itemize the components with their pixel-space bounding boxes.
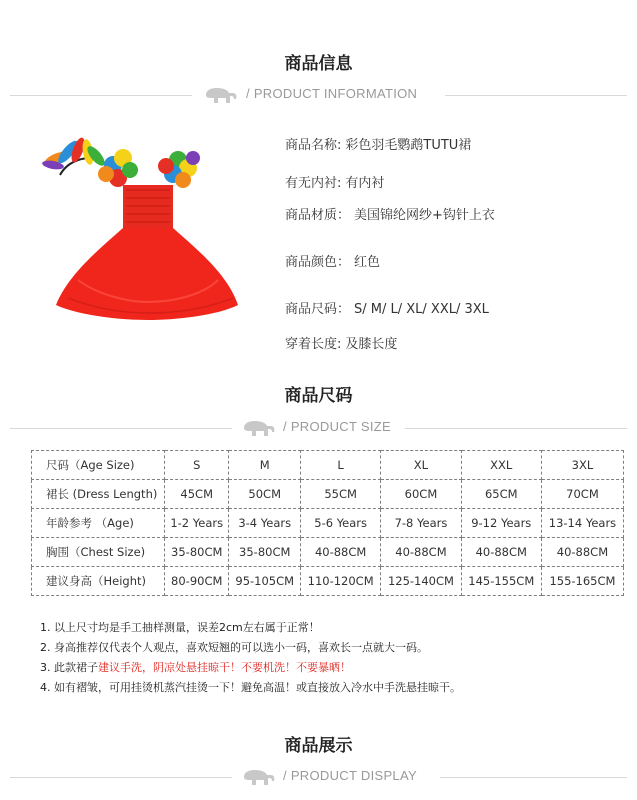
info-row-length (285, 333, 397, 352)
table-cell: 45CM (165, 480, 229, 509)
section-subtitle-size: / PRODUCT SIZE (283, 419, 391, 434)
section-subtitle-display: / PRODUCT DISPLAY (283, 768, 417, 783)
table-cell: XXL (461, 451, 541, 480)
care-notes (40, 618, 461, 698)
table-cell: 95-105CM (229, 567, 301, 596)
elephant-logo-icon (202, 86, 240, 104)
table-cell: 5-6 Years (300, 509, 380, 538)
section-title-display: 商品展示 (284, 736, 353, 756)
table-cell: 70CM (541, 480, 623, 509)
table-cell: L (300, 451, 380, 480)
info-value: S/ M/ L/ XL/ XXL/ 3XL (354, 302, 489, 317)
table-cell: 9-12 Years (461, 509, 541, 538)
table-cell: 80-90CM (165, 567, 229, 596)
divider-line-right (405, 428, 627, 429)
table-cell: 60CM (381, 480, 461, 509)
table-row-header: 年龄参考 （Age) (32, 509, 165, 538)
info-label: 商品材质： (285, 208, 351, 223)
table-cell: 40-88CM (381, 538, 461, 567)
table-cell: 35-80CM (165, 538, 229, 567)
table-row-header: 建议身高（Height) (32, 567, 165, 596)
table-cell: 3-4 Years (229, 509, 301, 538)
table-row (32, 451, 624, 480)
table-cell: 145-155CM (461, 567, 541, 596)
note-3-prefix: 3. 此款裙子 (40, 661, 98, 674)
table-cell: 40-88CM (541, 538, 623, 567)
info-row-lining (285, 172, 384, 191)
table-row (32, 509, 624, 538)
info-value: 美国锦纶网纱+钩针上衣 (354, 208, 495, 223)
info-label: 商品尺码： (285, 302, 351, 317)
info-label: 商品名称: (285, 138, 342, 153)
section-title-info: 商品信息 (284, 54, 353, 74)
table-cell: 40-88CM (461, 538, 541, 567)
headband-feathers (41, 136, 107, 171)
info-label: 有无内衬: (285, 176, 342, 191)
info-label: 穿着长度: (285, 337, 342, 352)
info-row-color (285, 251, 380, 270)
section-subtitle-info: / PRODUCT INFORMATION (246, 86, 418, 101)
table-cell: 1-2 Years (165, 509, 229, 538)
note-3 (40, 658, 461, 678)
divider-line-left (10, 777, 232, 778)
section-divider-info (0, 85, 637, 105)
info-value: 有内衬 (345, 176, 385, 191)
info-row-name (285, 134, 471, 153)
table-row (32, 538, 624, 567)
info-value: 红色 (354, 255, 381, 270)
table-cell: S (165, 451, 229, 480)
table-cell: 13-14 Years (541, 509, 623, 538)
table-row-header: 胸围（Chest Size) (32, 538, 165, 567)
divider-line-left (10, 428, 232, 429)
size-table (31, 450, 624, 596)
table-row (32, 567, 624, 596)
section-divider-size (0, 418, 637, 438)
table-cell: 55CM (300, 480, 380, 509)
note-3-warning: 建议手洗，阴凉处悬挂晾干！不要机洗！不要暴晒！ (98, 661, 351, 674)
info-label: 商品颜色： (285, 255, 351, 270)
note-1: 1. 以上尺寸均是手工抽样测量，误差2cm左右属于正常！ (40, 621, 320, 634)
elephant-logo-icon (240, 419, 278, 437)
table-cell: 65CM (461, 480, 541, 509)
elephant-logo-icon (240, 768, 278, 786)
table-cell: 35-80CM (229, 538, 301, 567)
section-divider-display (0, 767, 637, 787)
divider-line-right (445, 95, 627, 96)
table-row-header: 尺码（Age Size) (32, 451, 165, 480)
table-row-header: 裙长 (Dress Length) (32, 480, 165, 509)
section-title-size: 商品尺码 (284, 386, 353, 406)
product-image (38, 130, 248, 340)
table-cell: 40-88CM (300, 538, 380, 567)
info-row-material (285, 204, 495, 223)
note-4: 4. 如有褶皱，可用挂烫机蒸汽挂烫一下！避免高温！或直接放入冷水中手洗悬挂晾干。 (40, 681, 461, 694)
table-cell: 110-120CM (300, 567, 380, 596)
info-value: 及膝长度 (345, 337, 398, 352)
divider-line-right (440, 777, 627, 778)
info-row-size (285, 298, 489, 317)
table-cell: 50CM (229, 480, 301, 509)
table-cell: 155-165CM (541, 567, 623, 596)
table-cell: XL (381, 451, 461, 480)
note-2: 2. 身高推荐仅代表个人观点，喜欢短翘的可以选小一码，喜欢长一点就大一码。 (40, 641, 428, 654)
divider-line-left (10, 95, 192, 96)
info-value: 彩色羽毛鹦鹉TUTU裙 (345, 138, 472, 153)
table-cell: 125-140CM (381, 567, 461, 596)
table-row (32, 480, 624, 509)
table-cell: M (229, 451, 301, 480)
table-cell: 3XL (541, 451, 623, 480)
table-cell: 7-8 Years (381, 509, 461, 538)
